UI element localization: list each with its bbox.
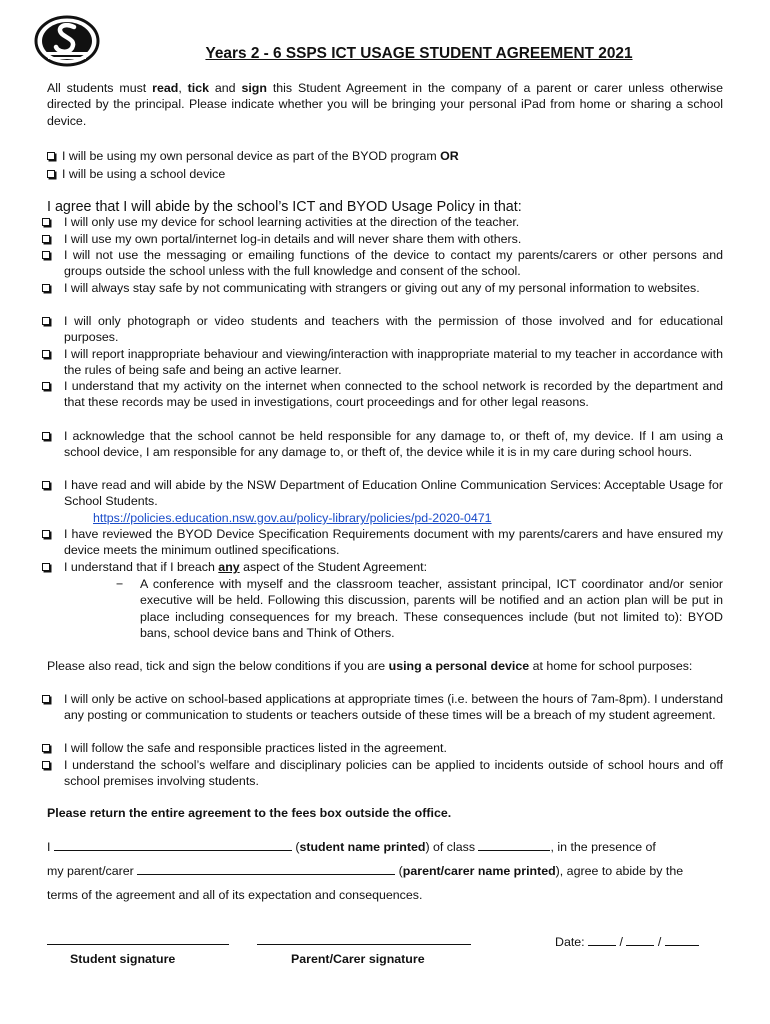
checkbox[interactable] bbox=[42, 530, 50, 538]
policy-item-9[interactable]: I have read and will abide by the NSW Department of Education Online Communication Services: Acceptable Usage for School Students. bbox=[42, 477, 723, 510]
own-device-option[interactable]: I will be using my own personal device as part of the BYOD program OR bbox=[47, 148, 459, 164]
policy-item-1[interactable]: I will only use my device for school learning activities at the direction of the teacher. bbox=[42, 214, 723, 230]
policy-item-8[interactable]: I acknowledge that the school cannot be held responsible for any damage to, or theft of, my device. If I am using a school device, I am responsible for any damage to, or theft of, the device while it is in my care during school hours. bbox=[42, 428, 723, 461]
date-month-field[interactable] bbox=[626, 945, 654, 946]
student-signature-label: Student signature bbox=[70, 952, 176, 966]
date-field[interactable]: Date: / / bbox=[555, 934, 699, 950]
personal-item-2[interactable]: I will follow the safe and responsible practices listed in the agreement. bbox=[42, 740, 723, 756]
student-statement-line: I (student name printed) of class , in the presence of bbox=[47, 840, 656, 854]
parent-signature-label: Parent/Carer signature bbox=[291, 952, 425, 966]
date-day-field[interactable] bbox=[588, 945, 616, 946]
checkbox[interactable] bbox=[42, 481, 50, 489]
school-device-option[interactable]: I will be using a school device bbox=[47, 166, 225, 182]
checkbox[interactable] bbox=[42, 251, 50, 259]
intro-paragraph: All students must read, tick and sign this Student Agreement in the company of a parent or carer unless otherwise directed by the principal. Please indicate whether you will be bringing your personal iPad from home or sharing a school device. bbox=[47, 81, 723, 128]
date-year-field[interactable] bbox=[665, 945, 699, 946]
return-note: Please return the entire agreement to the fees box outside the office. bbox=[47, 806, 452, 820]
policy-item-7[interactable]: I understand that my activity on the internet when connected to the school network is recorded by the department and that these records may be used in investigations, court proceedings and for other legal reasons. bbox=[42, 378, 723, 411]
page-title: Years 2 - 6 SSPS ICT USAGE STUDENT AGREEMENT 2021 bbox=[205, 45, 633, 62]
policy-item-2[interactable]: I will use my own portal/internet log-in details and will never share them with others. bbox=[42, 231, 723, 247]
policy-item-6[interactable]: I will report inappropriate behaviour and viewing/interaction with inappropriate material to my teacher in accordance with the rules of being safe and being an active learner. bbox=[42, 346, 723, 379]
policy-item-5[interactable]: I will only photograph or video students and teachers with the permission of those involved and for educational purposes. bbox=[42, 313, 723, 346]
personal-item-1[interactable]: I will only be active on school-based applications at appropriate times (i.e. between the hours of 7am-8pm). I understand any posting or communication to students or teachers outside of these times will be a breach of my student agreement. bbox=[42, 691, 723, 724]
checkbox[interactable] bbox=[42, 235, 50, 243]
policy-item-3[interactable]: I will not use the messaging or emailing functions of the device to contact my parents/carers or other persons and groups outside the school unless with the full knowledge and consent of the school. bbox=[42, 247, 723, 280]
checkbox[interactable] bbox=[42, 744, 50, 752]
breach-consequence: A conference with myself and the classroom teacher, assistant principal, ICT coordinator and/or senior executive will be held. Following this discussion, parents will be notified and an action plan will be put in place including consequences for my breach. These consequences include (but not limited to): BYOD bans, school device bans and Think of Others. bbox=[140, 577, 723, 640]
checkbox[interactable] bbox=[42, 284, 50, 292]
policy-heading: I agree that I will abide by the school’s ICT and BYOD Usage Policy in that: bbox=[47, 199, 522, 215]
checkbox[interactable] bbox=[47, 170, 55, 178]
student-name-field[interactable] bbox=[54, 850, 292, 851]
parent-statement-line: my parent/carer (parent/carer name printed), agree to abide by the bbox=[47, 864, 684, 878]
checkbox[interactable] bbox=[42, 695, 50, 703]
checkbox[interactable] bbox=[42, 317, 50, 325]
checkbox[interactable] bbox=[47, 152, 55, 160]
checkbox[interactable] bbox=[42, 432, 50, 440]
checkbox[interactable] bbox=[42, 382, 50, 390]
terms-statement: terms of the agreement and all of its expectation and consequences. bbox=[47, 888, 423, 902]
policy-link[interactable]: https://policies.education.nsw.gov.au/policy-library/policies/pd-2020-0471 bbox=[93, 511, 492, 525]
dash-bullet: − bbox=[116, 577, 124, 591]
parent-name-field[interactable] bbox=[137, 874, 395, 875]
student-signature-line[interactable] bbox=[47, 944, 229, 945]
class-field[interactable] bbox=[478, 850, 550, 851]
personal-item-3[interactable]: I understand the school’s welfare and disciplinary policies can be applied to incidents outside of school hours and off school premises involving students. bbox=[42, 757, 723, 790]
personal-device-intro: Please also read, tick and sign the below conditions if you are using a personal device at home for school purposes: bbox=[47, 659, 693, 673]
policy-item-11[interactable]: I understand that if I breach any aspect of the Student Agreement: bbox=[42, 559, 723, 575]
parent-signature-line[interactable] bbox=[257, 944, 471, 945]
checkbox[interactable] bbox=[42, 218, 50, 226]
checkbox[interactable] bbox=[42, 761, 50, 769]
policy-item-4[interactable]: I will always stay safe by not communicating with strangers or giving out any of my personal information to websites. bbox=[42, 280, 723, 296]
policy-item-10[interactable]: I have reviewed the BYOD Device Specification Requirements document with my parents/carers and have ensured my device meets the minimum outlined specifications. bbox=[42, 526, 723, 559]
checkbox[interactable] bbox=[42, 563, 50, 571]
checkbox[interactable] bbox=[42, 350, 50, 358]
